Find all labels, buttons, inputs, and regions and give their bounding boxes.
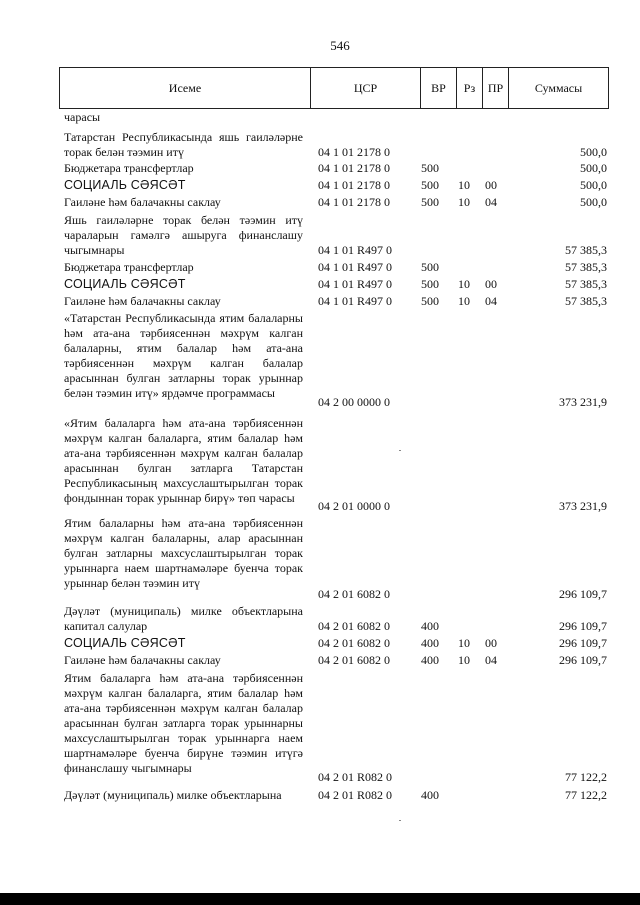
row-name: Ятим балаларны һәм ата-ана тәрбиясеннән мәхрүм калган балаларны, алар арасыннан булган затларны махсуслаштырылган торак урыннарга наем шартнамәләре буенча торак урыннар белән тәэмин итү xyxy=(64,516,303,590)
row-rz: 10 xyxy=(458,195,470,209)
row-csr: 04 1 01 R497 0 xyxy=(318,260,393,274)
row-sum: 57 385,3 xyxy=(565,243,607,257)
row-vr: 400 xyxy=(421,619,439,633)
row-sum: 77 122,2 xyxy=(565,770,607,784)
row-rz: 10 xyxy=(458,636,470,650)
row-csr: 04 2 01 0000 0 xyxy=(318,499,390,513)
row-sum: 296 109,7 xyxy=(559,636,607,650)
scan-speck xyxy=(399,820,401,821)
row-name: Гаиләне һәм балачакны саклау xyxy=(64,294,221,308)
row-name: «Ятим балаларга һәм ата-ана тәрбиясеннән мәхрүм калган балаларга, ятим балалар һәм ата-ана тәрбиясеннән мәхрүм калган балалар арасыннан булган затларга Татарстан Республикасының махсуслаштырылган торак фондыннан торак урыннар бирү» төп чарасы xyxy=(64,416,303,505)
row-name: Бюджетара трансфертлар xyxy=(64,161,194,175)
row-rz: 10 xyxy=(458,178,470,192)
page-number: 546 xyxy=(330,38,350,53)
row-rz: 10 xyxy=(458,653,470,667)
header-vr: ВР xyxy=(421,68,457,108)
row-pr: 04 xyxy=(485,653,497,667)
row-vr: 400 xyxy=(421,636,439,650)
row-name: СОЦИАЛЬ СӘЯСӘТ xyxy=(64,178,186,192)
row-rz: 10 xyxy=(458,277,470,291)
row-csr: 04 2 01 6082 0 xyxy=(318,619,390,633)
row-sum: 296 109,7 xyxy=(559,587,607,601)
row-sum: 57 385,3 xyxy=(565,277,607,291)
row-rz: 10 xyxy=(458,294,470,308)
row-name: Татарстан Республикасында яшь гаиләләрне торак белән тәэмин итү xyxy=(64,130,303,159)
row-csr: 04 2 00 0000 0 xyxy=(318,395,390,409)
row-name: Гаиләне һәм балачакны саклау xyxy=(64,195,221,209)
row-csr: 04 2 01 R082 0 xyxy=(318,788,393,802)
row-vr: 500 xyxy=(421,161,439,175)
row-csr: 04 2 01 6082 0 xyxy=(318,636,390,650)
row-vr: 500 xyxy=(421,277,439,291)
row-sum: 373 231,9 xyxy=(559,499,607,513)
header-rz: Рз xyxy=(457,68,483,108)
row-sum: 500,0 xyxy=(580,195,607,209)
scan-border xyxy=(0,893,640,905)
header-name: Исеме xyxy=(60,68,311,108)
row-csr: 04 1 01 R497 0 xyxy=(318,294,393,308)
header-sum: Суммасы xyxy=(534,81,583,95)
row-sum: 57 385,3 xyxy=(565,294,607,308)
row-sum: 57 385,3 xyxy=(565,260,607,274)
row-sum: 500,0 xyxy=(580,145,607,159)
row-csr: 04 2 01 6082 0 xyxy=(318,653,390,667)
row-name: «Татарстан Республикасында ятим балаларны һәм ата-ана тәрбиясеннән мәхрүм калган балаларны, ятим балалар һәм ата-ана тәрбиясеннән мәхрүм калган балалар арасыннан булган затларны торак урыннар белән тәэмин итү» ярдәмче программасы xyxy=(64,311,303,400)
row-vr: 500 xyxy=(421,260,439,274)
row-sum: 296 109,7 xyxy=(559,619,607,633)
row-csr: 04 1 01 2178 0 xyxy=(318,195,390,209)
row-csr: 04 1 01 R497 0 xyxy=(318,277,393,291)
row-csr: 04 2 01 6082 0 xyxy=(318,587,390,601)
row-sum: 500,0 xyxy=(580,178,607,192)
row-name: Бюджетара трансфертлар xyxy=(64,260,194,274)
row-name: Ятим балаларга һәм ата-ана тәрбиясеннән мәхрүм калган балаларга, ятим балалар һәм ата-ана тәрбиясеннән мәхрүм калган балалар арасыннан булган затларга торак урыннарны махсуслаштырылган торак урыннарга наем шартнамәләре буенча бирүне тәэмин итүгә финанслашу чыгымнары xyxy=(64,671,303,775)
row-sum: 373 231,9 xyxy=(559,395,607,409)
header-pr: ПР xyxy=(483,68,509,108)
scan-speck xyxy=(399,450,401,451)
row-csr: 04 1 01 2178 0 xyxy=(318,161,390,175)
row-pr: 00 xyxy=(485,636,497,650)
row-pr: 00 xyxy=(485,178,497,192)
row-name: чарасы xyxy=(64,110,101,124)
row-name: Дәүләт (муниципаль) милке объектларына xyxy=(64,788,282,802)
header-csr: ЦСР xyxy=(311,68,421,108)
row-vr: 500 xyxy=(421,178,439,192)
row-csr: 04 1 01 2178 0 xyxy=(318,145,390,159)
row-name: СОЦИАЛЬ СӘЯСӘТ xyxy=(64,636,186,650)
row-name: Гаиләне һәм балачакны саклау xyxy=(64,653,221,667)
row-sum: 296 109,7 xyxy=(559,653,607,667)
row-name: Яшь гаиләләрне торак белән тәэмин итү чараларын гамәлгә ашыруга финанслашу чыгымнары xyxy=(64,213,303,257)
row-vr: 400 xyxy=(421,788,439,802)
row-pr: 00 xyxy=(485,277,497,291)
row-csr: 04 1 01 2178 0 xyxy=(318,178,390,192)
row-vr: 400 xyxy=(421,653,439,667)
row-name: СОЦИАЛЬ СӘЯСӘТ xyxy=(64,277,186,291)
row-pr: 04 xyxy=(485,294,497,308)
row-vr: 500 xyxy=(421,195,439,209)
row-csr: 04 1 01 R497 0 xyxy=(318,243,393,257)
row-csr: 04 2 01 R082 0 xyxy=(318,770,393,784)
row-sum: 500,0 xyxy=(580,161,607,175)
row-vr: 500 xyxy=(421,294,439,308)
row-name: Дәүләт (муниципаль) милке объектларына капитал салулар xyxy=(64,604,303,633)
row-pr: 04 xyxy=(485,195,497,209)
row-sum: 77 122,2 xyxy=(565,788,607,802)
